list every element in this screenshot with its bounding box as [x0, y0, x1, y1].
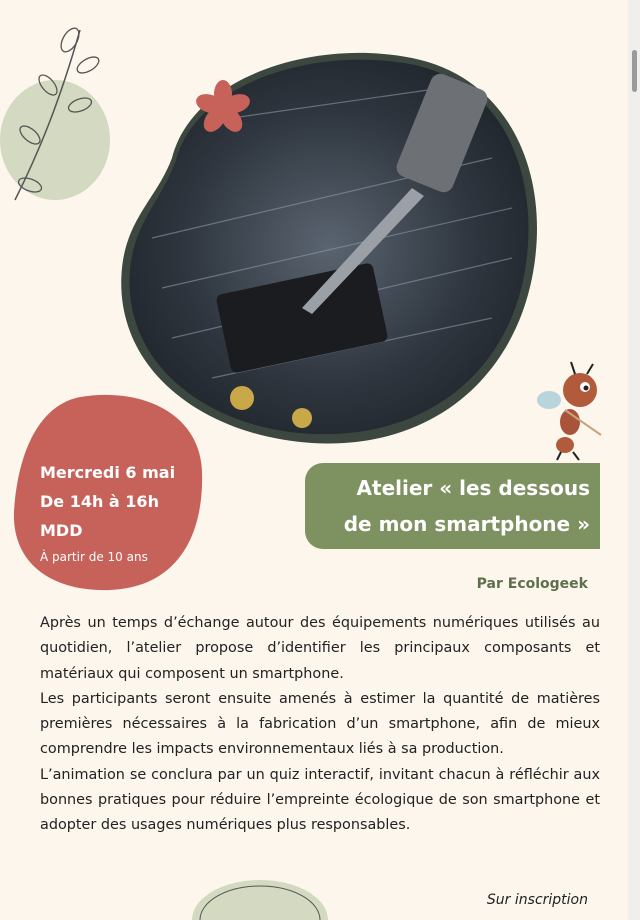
- event-place: MDD: [40, 521, 83, 540]
- registration-note: Sur inscription: [486, 892, 588, 908]
- event-date: Mercredi 6 mai: [40, 463, 176, 482]
- leaf-branch-icon: [0, 10, 110, 210]
- event-age: À partir de 10 ans: [40, 550, 148, 564]
- organizer: Par Ecologeek: [476, 576, 588, 592]
- description: [40, 611, 600, 839]
- paragraph: L’animation se conclura par un quiz interactif, invitant chacun à réfléchir aux bonnes pratiques pour réduire l’empreinte écologique de son smartphone et adopter des usages numériques plus responsables.: [40, 766, 600, 834]
- paragraph: Après un temps d’échange autour des équipements numériques utilisés au quotidien, l’atelier propose d’identifier les principaux composants et matériaux qui composent un smartphone.: [40, 615, 600, 682]
- ant-mascot-icon: [535, 360, 605, 465]
- title-line-2: de mon smartphone »: [343, 512, 590, 536]
- circuit-board-photo: [112, 38, 542, 450]
- leaf-decoration-icon: [190, 872, 330, 920]
- event-info: [40, 458, 175, 569]
- scrollbar[interactable]: [632, 50, 637, 92]
- flower-icon: [188, 78, 258, 138]
- title-line-1: Atelier « les dessous: [356, 476, 590, 500]
- event-time: De 14h à 16h: [40, 492, 159, 511]
- paragraph: Les participants seront ensuite amenés à estimer la quantité de matières premières nécessaires à la fabrication d’un smartphone, afin de mieux comprendre les impacts environnementaux liés à sa production.: [40, 690, 600, 758]
- event-title: [344, 470, 590, 542]
